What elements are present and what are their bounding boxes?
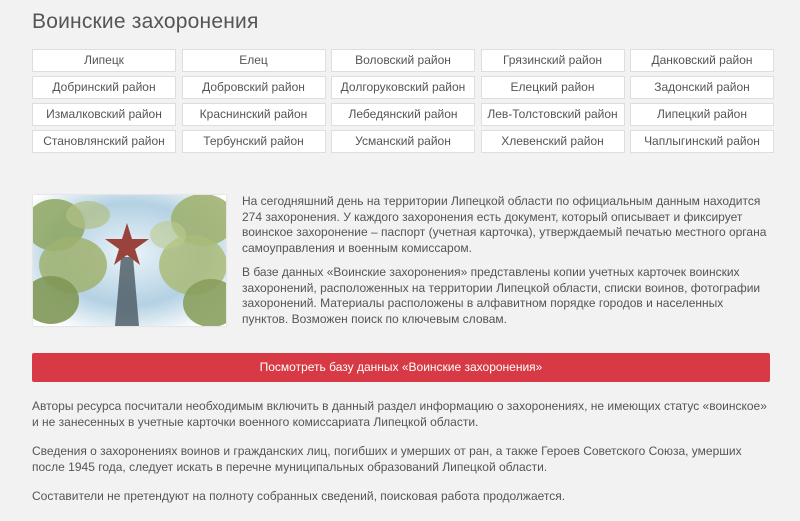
district-link[interactable]: Липецк — [32, 49, 176, 72]
district-link[interactable]: Тербунский район — [182, 130, 326, 153]
district-link[interactable]: Долгоруковский район — [331, 76, 475, 99]
district-link[interactable]: Задонский район — [630, 76, 774, 99]
page-title: Воинские захоронения — [32, 10, 259, 33]
district-link[interactable]: Добровский район — [182, 76, 326, 99]
district-link[interactable]: Елецкий район — [481, 76, 625, 99]
intro-paragraph: На сегодняшний день на территории Липецкой области по официальным данным находится 274 захоронения. У каждого захоронения есть документ, который описывает и фиксирует воинское захоронение – паспорт (учетная карточка), утверждаемый печатью местного органа самоуправления и военным комиссаром. — [242, 194, 767, 255]
district-grid — [32, 49, 770, 153]
intro-paragraph: В базе данных «Воинские захоронения» представлены копии учетных карточек воинских захоронений, расположенных на территории Липецкой области, списки воинов, фотографии захоронений. Материалы расположены в алфавитном порядке городов и населенных пунктов. Возможен поиск по ключевым словам. — [242, 265, 761, 326]
district-link[interactable]: Становлянский район — [32, 130, 176, 153]
district-link[interactable]: Воловский район — [331, 49, 475, 72]
memorial-photo-image — [33, 195, 226, 326]
district-link[interactable]: Добринский район — [32, 76, 176, 99]
district-link[interactable]: Чаплыгинский район — [630, 130, 774, 153]
note-paragraph: Авторы ресурса посчитали необходимым включить в данный раздел информацию о захоронениях, не имеющих статус «воинское» и не занесенных в учетные карточки военного комиссариата Липецкой области. — [32, 399, 767, 429]
district-link[interactable]: Липецкий район — [630, 103, 774, 126]
district-link[interactable]: Елец — [182, 49, 326, 72]
district-link[interactable]: Измалковский район — [32, 103, 176, 126]
district-link[interactable]: Лев-Толстовский район — [481, 103, 625, 126]
notes-section — [32, 398, 772, 517]
intro-text — [242, 194, 772, 336]
district-link[interactable]: Лебедянский район — [331, 103, 475, 126]
district-link[interactable]: Хлевенский район — [481, 130, 625, 153]
view-database-button[interactable]: Посмотреть базу данных «Воинские захоронения» — [32, 353, 770, 382]
district-link[interactable]: Грязинский район — [481, 49, 625, 72]
note-paragraph: Сведения о захоронениях воинов и гражданских лиц, погибших и умерших от ран, а также Героев Советского Союза, умерших после 1945 года, следует искать в перечне муниципальных образований Липецкой области. — [32, 444, 742, 474]
note-paragraph: Составители не претендуют на полноту собранных сведений, поисковая работа продолжается. — [32, 489, 566, 503]
memorial-star-photo-icon — [33, 195, 226, 326]
district-link[interactable]: Данковский район — [630, 49, 774, 72]
district-link[interactable]: Усманский район — [331, 130, 475, 153]
district-link[interactable]: Краснинский район — [182, 103, 326, 126]
